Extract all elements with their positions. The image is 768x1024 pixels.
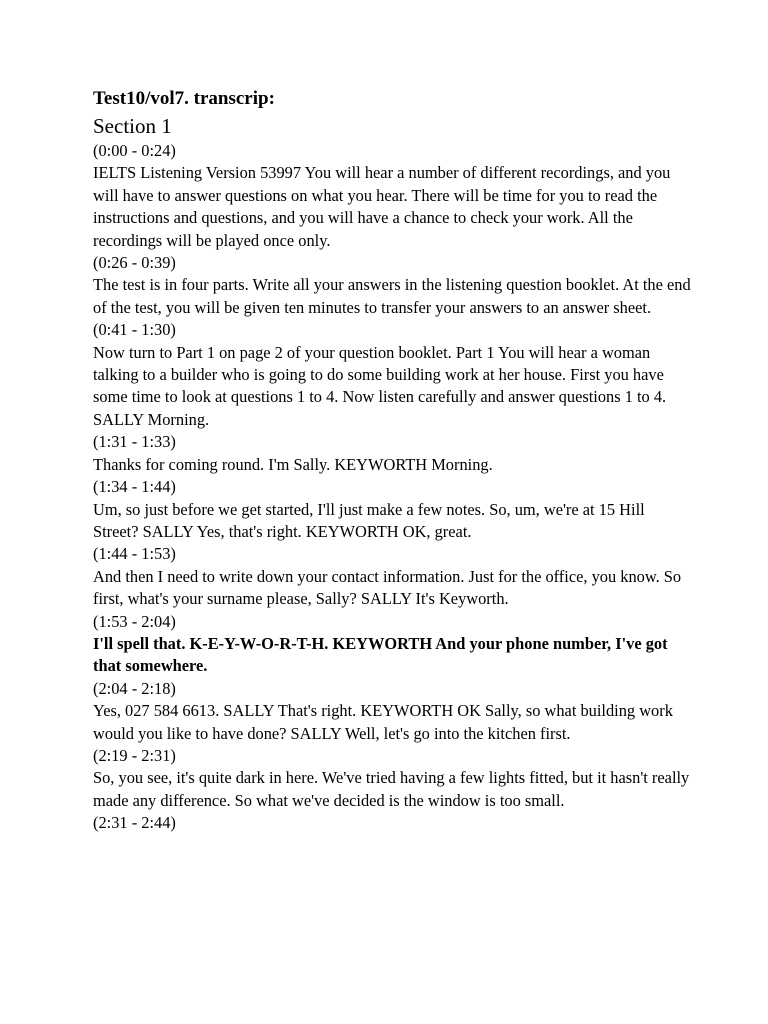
- transcript-text-bold: I'll spell that. K-E-Y-W-O-R-T-H. KEYWORTH And your phone number, I've got that somewhere.: [93, 633, 668, 676]
- transcript-text: So, you see, it's quite dark in here. We've tried having a few lights fitted, but it hasn't really made any difference. So what we've decided is the window is too small.: [93, 768, 690, 810]
- transcript-entry: [93, 812, 693, 834]
- transcript-text: Yes, 027 584 6613. SALLY That's right. KEYWORTH OK Sally, so what building work would you like to have done? SALLY Well, let's go into the kitchen first.: [93, 701, 673, 743]
- timestamp: (2:19 - 2:31): [93, 745, 176, 765]
- transcript-entry: [93, 319, 693, 431]
- timestamp: (0:00 - 0:24): [93, 141, 176, 160]
- transcript-entry: [93, 611, 693, 678]
- timestamp: (1:44 - 1:53): [93, 544, 176, 564]
- transcript-text: Um, so just before we get started, I'll just make a few notes. So, um, we're at 15 Hill Street? SALLY Yes, that's right. KEYWORTH OK, great.: [93, 499, 645, 541]
- timestamp: (1:34 - 1:44): [93, 477, 176, 497]
- timestamp: (0:41 - 1:30): [93, 320, 176, 340]
- transcript-entry: [93, 252, 693, 319]
- transcript-page: [93, 86, 693, 835]
- transcript-entry: [93, 745, 693, 812]
- transcript-entry: [93, 140, 693, 252]
- timestamp: (2:04 - 2:18): [93, 678, 176, 698]
- transcript-text: Thanks for coming round. I'm Sally. KEYWORTH Morning.: [93, 454, 493, 474]
- timestamp: (2:31 - 2:44): [93, 813, 176, 833]
- transcript-entry: [93, 476, 693, 543]
- document-title: Test10/vol7. transcrip:: [93, 88, 275, 109]
- transcript-text: Now turn to Part 1 on page 2 of your question booklet. Part 1 You will hear a woman talking to a builder who is going to do some building work at her house. First you have some time to look at questions 1 to 4. Now listen carefully and answer questions 1 to 4. SALLY Morning.: [93, 342, 667, 429]
- timestamp: (0:26 - 0:39): [93, 253, 176, 273]
- transcript-text: The test is in four parts. Write all your answers in the listening question booklet. At the end of the test, you will be given ten minutes to transfer your answers to an answer sheet.: [93, 275, 691, 317]
- transcript-text: And then I need to write down your contact information. Just for the office, you know. So first, what's your surname please, Sally? SALLY It's Keyworth.: [93, 566, 682, 609]
- section-heading: Section 1: [93, 114, 172, 138]
- transcript-text: IELTS Listening Version 53997 You will hear a number of different recordings, and you will have to answer questions on what you hear. There will be time for you to read the instructions and questions, and you will have a chance to check your work. All the recordings will be played once only.: [93, 163, 671, 250]
- transcript-entry: [93, 678, 693, 745]
- transcript-entry: [93, 431, 693, 476]
- timestamp: (1:31 - 1:33): [93, 432, 176, 452]
- transcript-entry: [93, 543, 693, 610]
- timestamp: (1:53 - 2:04): [93, 611, 176, 631]
